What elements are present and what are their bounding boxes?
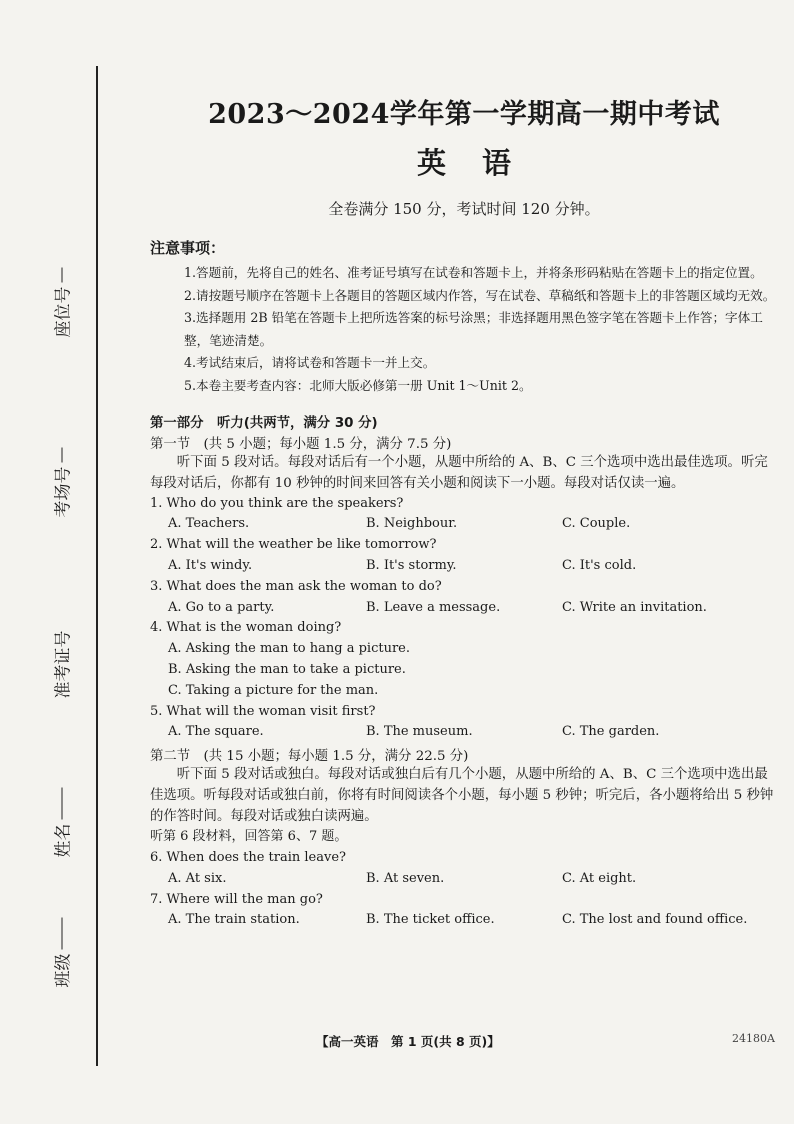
question-7-options <box>150 910 778 931</box>
exam-title: 2023～2024学年第一学期高一期中考试 <box>208 99 720 130</box>
name-field: 姓名 <box>49 788 74 858</box>
part1-heading: 第一部分 听力(共两节，满分 30 分) <box>150 415 378 431</box>
question-4: 4. What is the woman doing? <box>150 620 342 636</box>
binding-margin <box>0 0 100 1124</box>
option-c: C. Taking a picture for the man. <box>168 682 379 698</box>
question-5-options <box>150 722 778 743</box>
option-a: A. Asking the man to hang a picture. <box>168 641 410 657</box>
seat-field: 座位号 <box>49 268 74 338</box>
option-c: C. At eight. <box>562 870 637 886</box>
page-number: 【高一英语 第 1 页(共 8 页)】 <box>316 1034 500 1049</box>
option-c: C. Couple. <box>562 516 631 532</box>
paper-code: 24180A <box>732 1032 775 1045</box>
option-b: B. It's stormy. <box>366 557 457 573</box>
room-field: 考场号 <box>49 448 74 518</box>
option-a: A. The train station. <box>168 912 300 928</box>
notice-list <box>150 262 778 398</box>
option-a: A. The square. <box>168 724 264 740</box>
question-1-options <box>150 514 778 535</box>
notice-item: 2.请按题号顺序在答题卡上各题目的答题区域内作答，写在试卷、草稿纸和答题卡上的非答题区域均无效。 <box>184 287 776 303</box>
option-a: A. It's windy. <box>168 557 253 573</box>
binding-line <box>96 66 98 1066</box>
question-6: 6. When does the train leave? <box>150 849 346 865</box>
section2-heading: 第二节 (共 15 小题；每小题 1.5 分，满分 22.5 分) <box>150 749 469 765</box>
notice-item: 1.答题前，先将自己的姓名、准考证号填写在试卷和答题卡上，并将条形码粘贴在答题卡上的指定位置。 <box>184 265 763 280</box>
option-b: B. Neighbour. <box>366 516 458 532</box>
option-b: B. The ticket office. <box>366 912 495 928</box>
section1-heading: 第一节 (共 5 小题；每小题 1.5 分，满分 7.5 分) <box>150 436 452 452</box>
ticket-field: 准考证号 <box>53 630 74 699</box>
question-3-options <box>150 598 778 619</box>
option-a: A. At six. <box>168 870 227 886</box>
option-b: B. Asking the man to take a picture. <box>168 661 406 677</box>
option-c: C. It's cold. <box>562 557 637 573</box>
question-2: 2. What will the weather be like tomorrow? <box>150 537 437 553</box>
score-line: 全卷满分 150 分，考试时间 120 分钟。 <box>328 200 600 218</box>
notice-section <box>150 237 778 398</box>
option-b: B. Leave a message. <box>366 599 501 615</box>
notice-item: 5.本卷主要考查内容：北师大版必修第一册 Unit 1～Unit 2。 <box>184 377 532 393</box>
option-c: C. Write an invitation. <box>562 599 707 615</box>
option-b: B. At seven. <box>366 870 445 886</box>
question-1: 1. Who do you think are the speakers? <box>150 495 404 511</box>
option-a: A. Teachers. <box>168 516 250 532</box>
question-3: 3. What does the man ask the woman to do? <box>150 578 442 594</box>
option-a: A. Go to a party. <box>168 599 275 615</box>
question-5: 5. What will the woman visit first? <box>150 703 376 719</box>
option-c: C. The garden. <box>562 724 660 740</box>
class-field: 班级 <box>49 918 74 988</box>
section1-instructions: 听下面 5 段对话。每段对话后有一个小题，从题中所给的 A、B、C 三个选项中选出最佳选项。听完每段对话后，你都有 10 秒钟的时间来回答有关小题和阅读下一小题。每段对话仅读一遍。 <box>150 454 768 491</box>
exam-page <box>150 92 778 931</box>
notice-item: 3.选择题用 2B 铅笔在答题卡上把所选答案的标号涂黑；非选择题用黑色签字笔在答题卡上作答；字体工整，笔迹清楚。 <box>184 310 763 348</box>
option-b: B. The museum. <box>366 724 473 740</box>
material-6-instruction: 听第 6 段材料，回答第 6、7 题。 <box>150 829 348 845</box>
question-2-options <box>150 556 778 577</box>
notice-item: 4.考试结束后，请将试卷和答题卡一并上交。 <box>184 355 436 371</box>
section2-instructions: 听下面 5 段对话或独白。每段对话或独白后有几个小题，从题中所给的 A、B、C 三个选项中选出最佳选项。听每段对话或独白前，你将有时间阅读各个小题，每小题 5 秒钟；听完后，各小题将给出 5 秒钟的作答时间。每段对话或独白读两遍。 <box>150 767 774 825</box>
question-7: 7. Where will the man go? <box>150 891 323 907</box>
subject-title: 英语 <box>416 146 547 180</box>
option-c: C. The lost and found office. <box>562 912 748 928</box>
question-6-options <box>150 869 778 890</box>
notice-heading: 注意事项： <box>150 239 226 257</box>
